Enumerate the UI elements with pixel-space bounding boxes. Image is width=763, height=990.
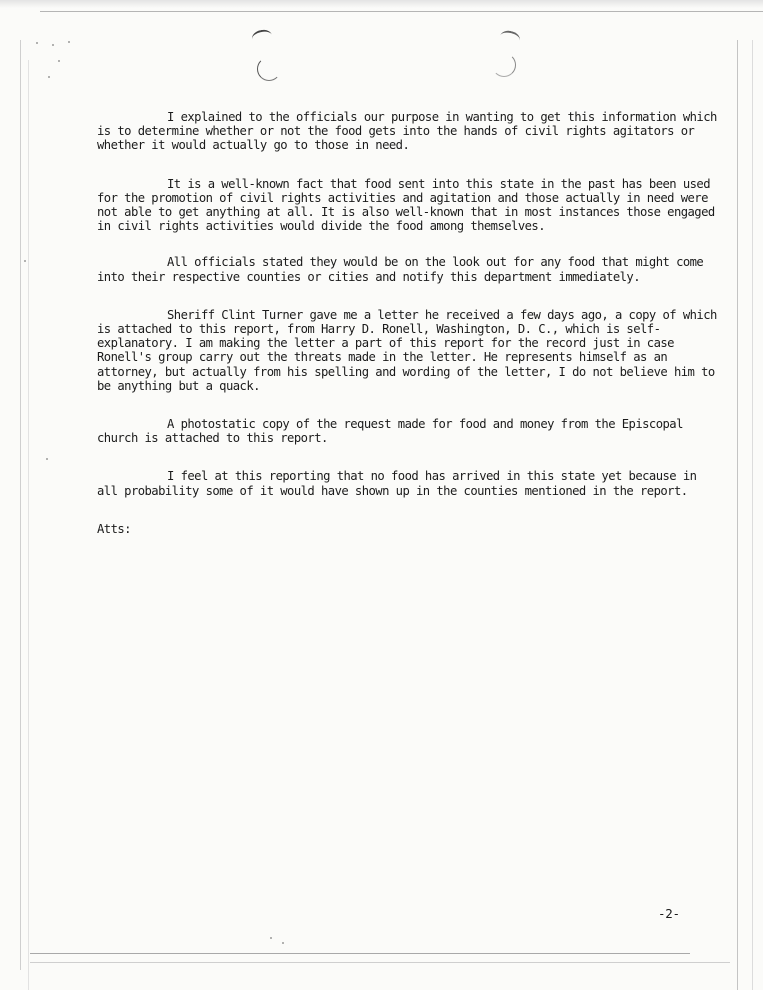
- page-number: -2-: [658, 906, 680, 921]
- paragraph: It is a well-known fact that food sent into this state in the past has been used for the promotion of civil rights activities and agitation and those actually in need were not able to get anything at all. It is also well-known that in most instances those engaged in civil rights activities would divide the food among themselves.: [97, 176, 715, 234]
- scan-edge-top: [0, 0, 763, 8]
- scan-speck: [48, 76, 50, 78]
- scan-edge-right-outer: [752, 40, 753, 990]
- scan-speck: [36, 42, 38, 44]
- scan-rule-bottom: [30, 953, 690, 954]
- scan-speck: [46, 458, 48, 460]
- scan-rule-top: [40, 11, 763, 12]
- scan-speck: [68, 41, 70, 43]
- scan-edge-left: [20, 40, 21, 970]
- punch-hole-left: [257, 57, 281, 81]
- punch-hole-mark-right: [499, 29, 522, 47]
- paragraph: I feel at this reporting that no food has arrived in this state yet because in all probability some of it would have shown up in the counties mentioned in the report.: [97, 469, 697, 498]
- punch-hole-right: [492, 53, 516, 77]
- scan-edge-left-inner: [28, 60, 29, 990]
- scan-speck: [52, 44, 54, 46]
- scan-rule-bottom-lower: [30, 962, 730, 963]
- paragraph: All officials stated they would be on the look out for any food that might come into their respective counties or cities and notify this department immediately.: [97, 255, 704, 284]
- punch-hole-mark-left: [251, 28, 273, 46]
- attachments-label: Atts:: [97, 521, 131, 536]
- scan-speck: [282, 942, 284, 944]
- scan-speck: [24, 260, 26, 262]
- scan-speck: [270, 937, 272, 939]
- scan-speck: [58, 60, 60, 62]
- paragraph: A photostatic copy of the request made for food and money from the Episcopal church is attached to this report.: [97, 417, 683, 446]
- paragraph: Sheriff Clint Turner gave me a letter he received a few days ago, a copy of which is attached to this report, from Harry D. Ronell, Washington, D. C., which is self-explanatory. I am making the letter a part of this report for the record just in case Ronell's group carry out the threats made in the letter. He represents himself as an attorney, but actually from his spelling and wording of the letter, I do not believe him to be anything but a quack.: [97, 307, 717, 393]
- paragraph: I explained to the officials our purpose in wanting to get this information which is to determine whether or not the food gets into the hands of civil rights agitators or whether it would actually go to those in need.: [97, 110, 717, 153]
- report-body: [97, 110, 723, 536]
- scan-edge-right: [737, 40, 738, 990]
